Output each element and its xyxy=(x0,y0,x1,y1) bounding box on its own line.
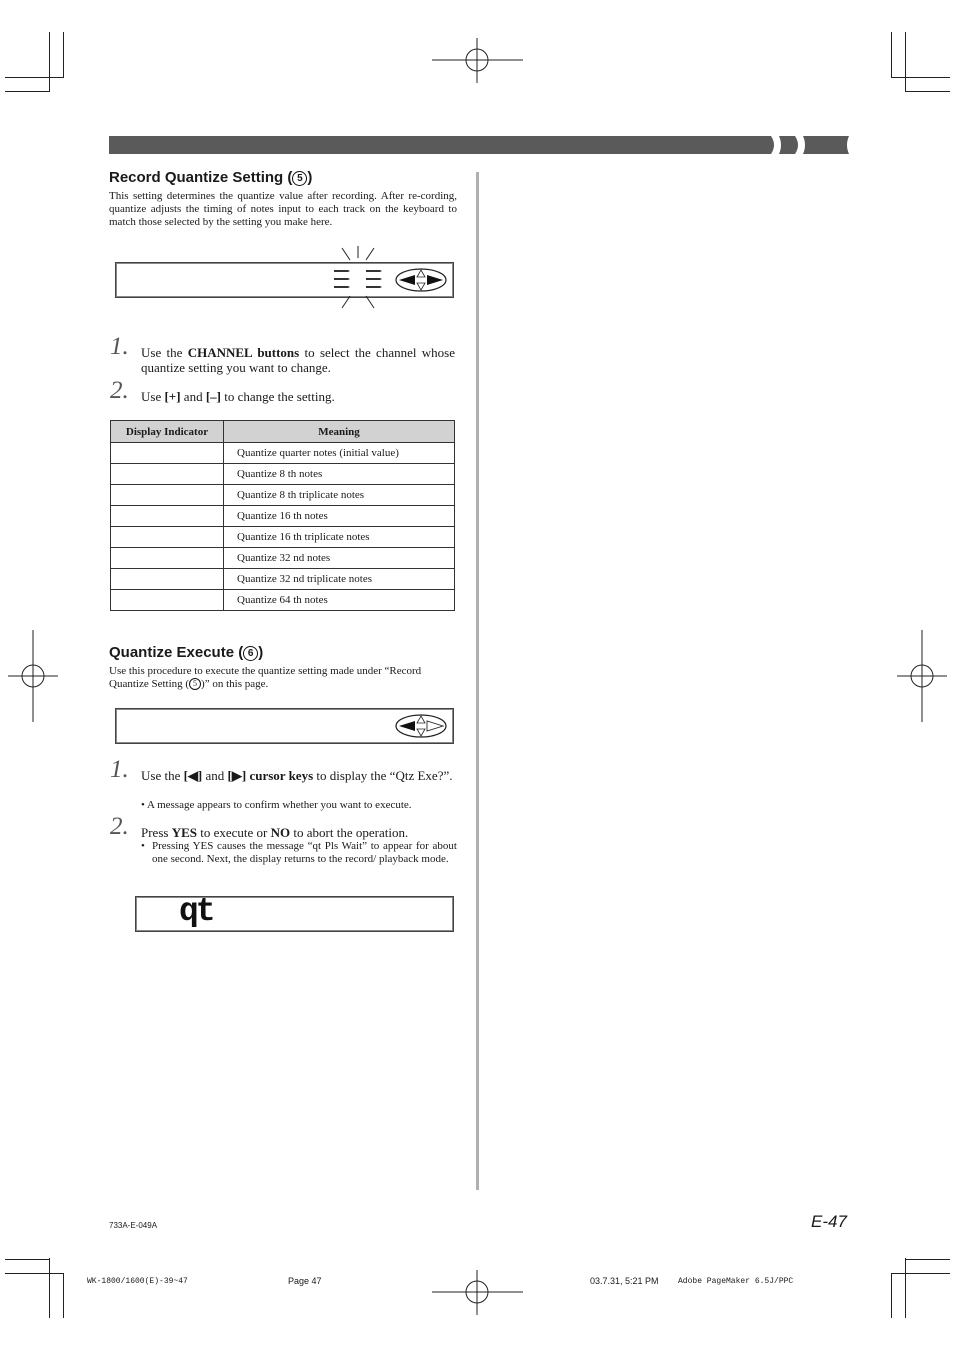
table-row: Quantize 64 th notes xyxy=(111,590,455,611)
cursor-keys-icon xyxy=(394,267,448,293)
flashing-indicator-icon xyxy=(328,244,388,312)
table-header-meaning: Meaning xyxy=(224,421,455,443)
step-2-text: Use [+] and [–] to change the setting. xyxy=(141,389,335,404)
step-number-1: 1. xyxy=(110,333,129,360)
table-row: Quantize 8 th triplicate notes xyxy=(111,485,455,506)
step-number-2: 2. xyxy=(110,377,129,404)
app-name: Adobe PageMaker 6.5J/PPC xyxy=(678,1277,794,1286)
table-header-indicator: Display Indicator xyxy=(111,421,224,443)
quantize-table xyxy=(110,420,455,611)
step-1-text: Use the CHANNEL buttons to select the channel whose quantize setting you want to change. xyxy=(141,345,455,375)
execute-step-1-bullet: • A message appears to confirm whether you want to execute. xyxy=(141,799,412,811)
quantize-execute-description: Use this procedure to execute the quantize setting made under “Record Quantize Setting ( 5 )” on this page. xyxy=(109,665,422,690)
table-row: Quantize 16 th notes xyxy=(111,506,455,527)
execute-step-2-text: Press YES to execute or NO to abort the operation. xyxy=(141,825,409,840)
record-quantize-description: This setting determines the quantize value after recording. After re-cording, quantize adjusts the timing of notes input to each track on the keyboard to match those selected by the setting you make here. xyxy=(109,190,457,228)
quantize-execute-title: Quantize Execute ( 6 ) xyxy=(109,644,264,661)
column-divider xyxy=(476,172,479,1190)
lcd-message-text: qt xyxy=(179,893,213,930)
file-name: WK-1800/1600(E)-39~47 xyxy=(87,1277,188,1286)
cursor-keys-icon xyxy=(394,713,448,739)
header-bar xyxy=(109,136,851,154)
execute-step-number-2: 2. xyxy=(110,813,129,840)
record-quantize-title: Record Quantize Setting ( 5 ) xyxy=(109,169,313,186)
table-row: Quantize 8 th notes xyxy=(111,464,455,485)
registration-mark-top xyxy=(430,38,525,83)
execute-step-2-bullet: • Pressing YES causes the message “qt Pls Wait” to appear for about one second. Next, the display returns to the record/ playback mode. xyxy=(141,840,457,865)
doc-code: 733A-E-049A xyxy=(109,1221,158,1230)
registration-mark-right xyxy=(897,630,947,722)
page-number: E-47 xyxy=(811,1212,847,1231)
execute-step-number-1: 1. xyxy=(110,756,129,783)
execute-step-1-text: Use the [◀] and [▶] cursor keys to display the “Qtz Exe?”. xyxy=(141,768,453,783)
table-row: Quantize 16 th triplicate notes xyxy=(111,527,455,548)
registration-mark-left xyxy=(8,630,58,722)
registration-mark-bottom xyxy=(430,1270,525,1315)
page-word: Page 47 xyxy=(288,1276,322,1286)
timestamp: 03.7.31, 5:21 PM xyxy=(590,1276,659,1286)
table-row: Quantize 32 nd notes xyxy=(111,548,455,569)
table-row: Quantize 32 nd triplicate notes xyxy=(111,569,455,590)
table-row: Quantize quarter notes (initial value) xyxy=(111,443,455,464)
